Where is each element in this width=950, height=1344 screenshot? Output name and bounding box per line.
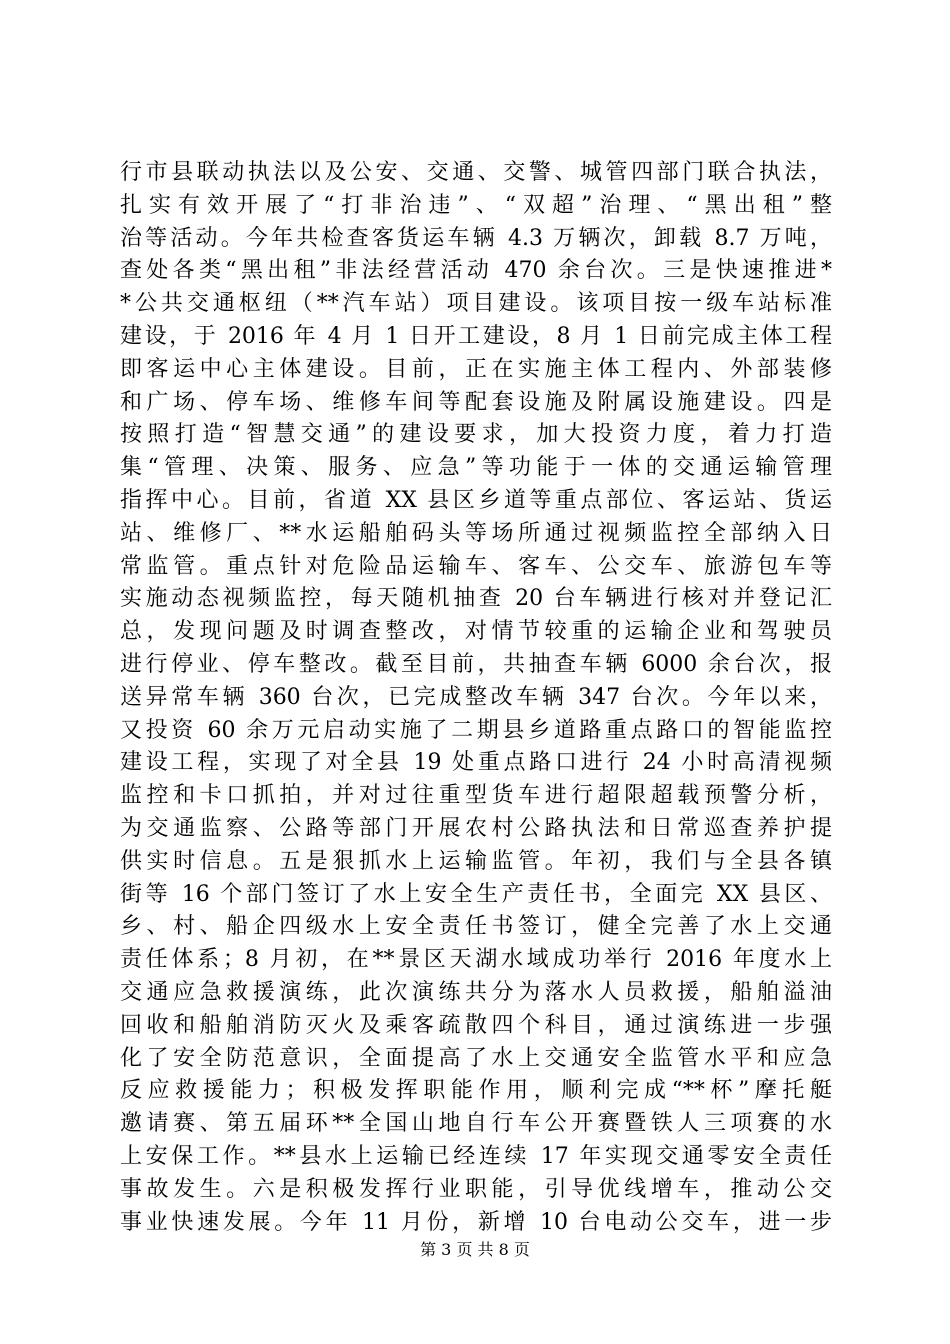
text-line: 供实时信息。五是狠抓水上运输监管。年初，我们与全县各镇 xyxy=(120,848,832,874)
text-line: 常监管。重点针对危险品运输车、客车、公交车、旅游包车等 xyxy=(120,553,832,579)
text-line: 乡、村、船企四级水上安全责任书签订，健全完善了水上交通 xyxy=(120,914,832,940)
text-line: 回收和船舶消防灭火及乘客疏散四个科目，通过演练进一步强 xyxy=(120,1012,832,1038)
text-line: 为交通监察、公路等部门开展农村公路执法和日常巡查养护提 xyxy=(120,815,832,841)
text-line: 事业快速发展。今年 11 月份，新增 10 台电动公交车，进一步 xyxy=(120,1209,832,1235)
text-line: 监控和卡口抓拍，并对过往重型货车进行超限超载预警分析， xyxy=(120,783,832,809)
text-line: 邀请赛、第五届环**全国山地自行车公开赛暨铁人三项赛的水 xyxy=(120,1111,832,1137)
text-line: 上安保工作。**县水上运输已经连续 17 年实现交通零安全责任 xyxy=(120,1143,832,1169)
text-line: 按照打造“智慧交通”的建设要求，加大投资力度，着力打造 xyxy=(120,422,832,448)
text-line: 责任体系；8 月初，在**景区天湖水域成功举行 2016 年度水上 xyxy=(120,947,832,973)
text-line: 治等活动。今年共检查客货运车辆 4.3 万辆次，卸载 8.7 万吨， xyxy=(120,225,832,251)
text-line: 又投资 60 余万元启动实施了二期县乡道路重点路口的智能监控 xyxy=(120,717,832,743)
text-line: 扎实有效开展了“打非治违”、“双超”治理、“黑出租”整 xyxy=(120,192,832,218)
text-line: 建设工程，实现了对全县 19 处重点路口进行 24 小时高清视频 xyxy=(120,750,832,776)
text-line: 集“管理、决策、服务、应急”等功能于一体的交通运输管理 xyxy=(120,455,832,481)
text-line: 总，发现问题及时调查整改，对情节较重的运输企业和驾驶员 xyxy=(120,619,832,645)
text-line: 街等 16 个部门签订了水上安全生产责任书，全面完 XX 县区、 xyxy=(120,881,832,907)
text-line: 送异常车辆 360 台次，已完成整改车辆 347 台次。今年以来， xyxy=(120,684,832,710)
text-line: 实施动态视频监控，每天随机抽查 20 台车辆进行核对并登记汇 xyxy=(120,586,832,612)
text-line: 反应救援能力；积极发挥职能作用，顺利完成“**杯”摩托艇 xyxy=(120,1078,832,1104)
text-line: 交通应急救援演练，此次演练共分为落水人员救援，船舶溢油 xyxy=(120,979,832,1005)
text-line: 和广场、停车场、维修车间等配套设施及附属设施建设。四是 xyxy=(120,389,832,415)
text-line: 查处各类“黑出租”非法经营活动 470 余台次。三是快速推进* xyxy=(120,258,832,284)
text-line: 即客运中心主体建设。目前，正在实施主体工程内、外部装修 xyxy=(120,356,832,382)
text-line: *公共交通枢纽（**汽车站）项目建设。该项目按一级车站标准 xyxy=(120,291,832,317)
page-footer: 第 3 页 共 8 页 xyxy=(420,1240,530,1259)
text-line: 化了安全防范意识，全面提高了水上交通安全监管水平和应急 xyxy=(120,1045,832,1071)
body-text xyxy=(120,157,832,1239)
text-line: 站、维修厂、**水运船舶码头等场所通过视频监控全部纳入日 xyxy=(120,520,832,546)
text-line: 指挥中心。目前，省道 XX 县区乡道等重点部位、客运站、货运 xyxy=(120,487,833,513)
text-line: 进行停业、停车整改。截至目前，共抽查车辆 6000 余台次，报 xyxy=(120,651,832,677)
text-line: 行市县联动执法以及公安、交通、交警、城管四部门联合执法， xyxy=(120,160,832,185)
text-line: 建设，于 2016 年 4 月 1 日开工建设，8 月 1 日前完成主体工程 xyxy=(120,323,832,349)
text-line: 事故发生。六是积极发挥行业职能，引导优线增车，推动公交 xyxy=(120,1176,832,1202)
